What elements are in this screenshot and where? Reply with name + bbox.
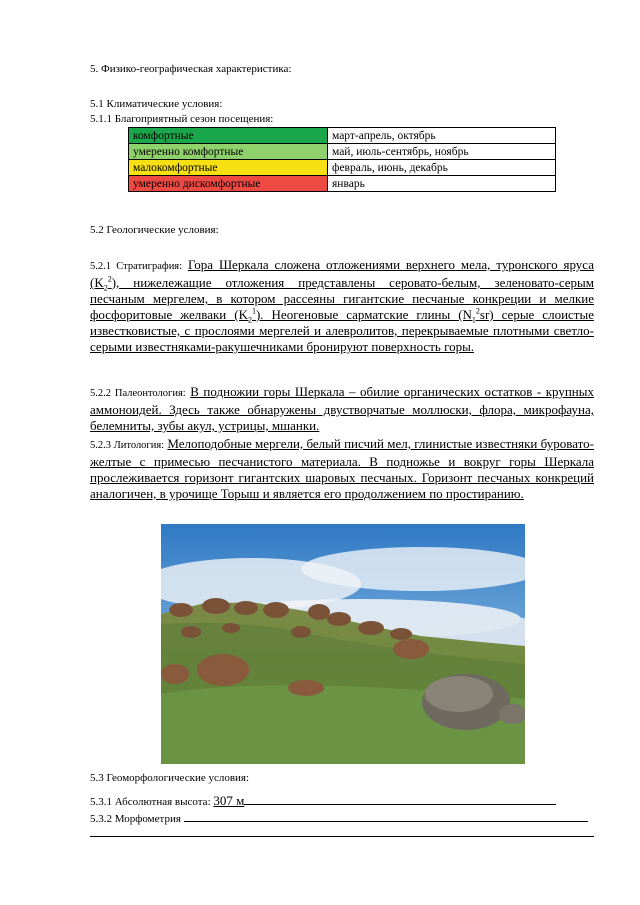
table-row — [129, 144, 556, 160]
stratigraphy-text-b: ), нижележащие отложения представлены серовато-белым, зеленовато-серым песчаным мергелем, в котором рассеяны гигантские песчаные конкреции и мелкие фосфоритовые желваки (K — [90, 275, 594, 322]
subscript: 1 — [471, 315, 476, 325]
stratigraphy-text-d: sr) серые слоистые известковистые, с прослоями мергелей и алевролитов, перекрываемые плотными светло-серыми известняками-ракушечниками бронируют поверхность горы. — [90, 307, 594, 354]
season-months: январь — [328, 176, 556, 192]
lithology-paragraph — [90, 436, 594, 502]
season-months: май, июль-сентябрь, ноябрь — [328, 144, 556, 160]
stratigraphy-text-c: ). Неогеновые сарматские глины (N — [255, 307, 472, 322]
season-category: умеренно дискомфортные — [129, 176, 328, 192]
absolute-height-value: 307 м — [213, 793, 245, 808]
season-category: умеренно комфортные — [129, 144, 328, 160]
subscript: 2 — [103, 283, 108, 293]
section-5-3-heading: 5.3 Геоморфологические условия: — [90, 772, 250, 784]
table-row — [129, 176, 556, 192]
stratigraphy-label: 5.2.1 Стратиграфия: — [90, 261, 183, 272]
section-5-2-heading: 5.2 Геологические условия: — [90, 224, 219, 236]
season-months: февраль, июнь, декабрь — [328, 160, 556, 176]
superscript: 2 — [107, 274, 112, 284]
season-months: март-апрель, октябрь — [328, 128, 556, 144]
section-5-1-heading: 5.1 Климатические условия: — [90, 98, 223, 110]
section-5-1-1-heading: 5.1.1 Благоприятный сезон посещения: — [90, 113, 274, 125]
fill-line — [184, 821, 588, 822]
paleontology-label: 5.2.2 Палеонтология: — [90, 388, 186, 399]
section-5-heading: 5. Физико-географическая характеристика: — [90, 63, 292, 75]
paleontology-paragraph — [90, 384, 594, 434]
morphometry-label: 5.3.2 Морфометрия — [90, 813, 181, 825]
paleontology-text: В подножии горы Шеркала – обилие органических остатков - крупных аммоноидей. Здесь также обнаружены двустворчатые моллюски, флора, микрофауна, белемниты, зубы акул, устрицы, мшанки. — [90, 384, 594, 433]
table-row — [129, 160, 556, 176]
subscript: 2 — [247, 315, 252, 325]
superscript: 2 — [475, 306, 480, 316]
season-category: малокомфортные — [129, 160, 328, 176]
stratigraphy-paragraph — [90, 257, 594, 355]
blank-fill-line — [90, 836, 594, 837]
landscape-photo — [161, 524, 525, 764]
superscript: 1 — [251, 306, 256, 316]
absolute-height-label: 5.3.1 Абсолютная высота: — [90, 796, 211, 808]
table-row — [129, 128, 556, 144]
fill-line — [244, 804, 556, 805]
morphometry-line — [90, 813, 588, 825]
stratigraphy-text-a: Гора Шеркала сложена отложениями верхнего мела, туронского яруса (K — [90, 257, 595, 290]
absolute-height-line — [90, 793, 556, 809]
lithology-text: Мелоподобные мергели, белый писчий мел, глинистые известняки буровато-желтые с примесью песчанистого материала. В подножье и вокруг горы Шеркала прослеживается горизонт гигантских шаровых песчаных. Горизонт песчаных конкреций аналогичен, в урочище Торыш и является его продолжением по простиранию. — [90, 436, 595, 501]
lithology-label: 5.2.3 Литология: — [90, 440, 165, 451]
season-table — [128, 127, 556, 192]
season-category: комфортные — [129, 128, 328, 144]
